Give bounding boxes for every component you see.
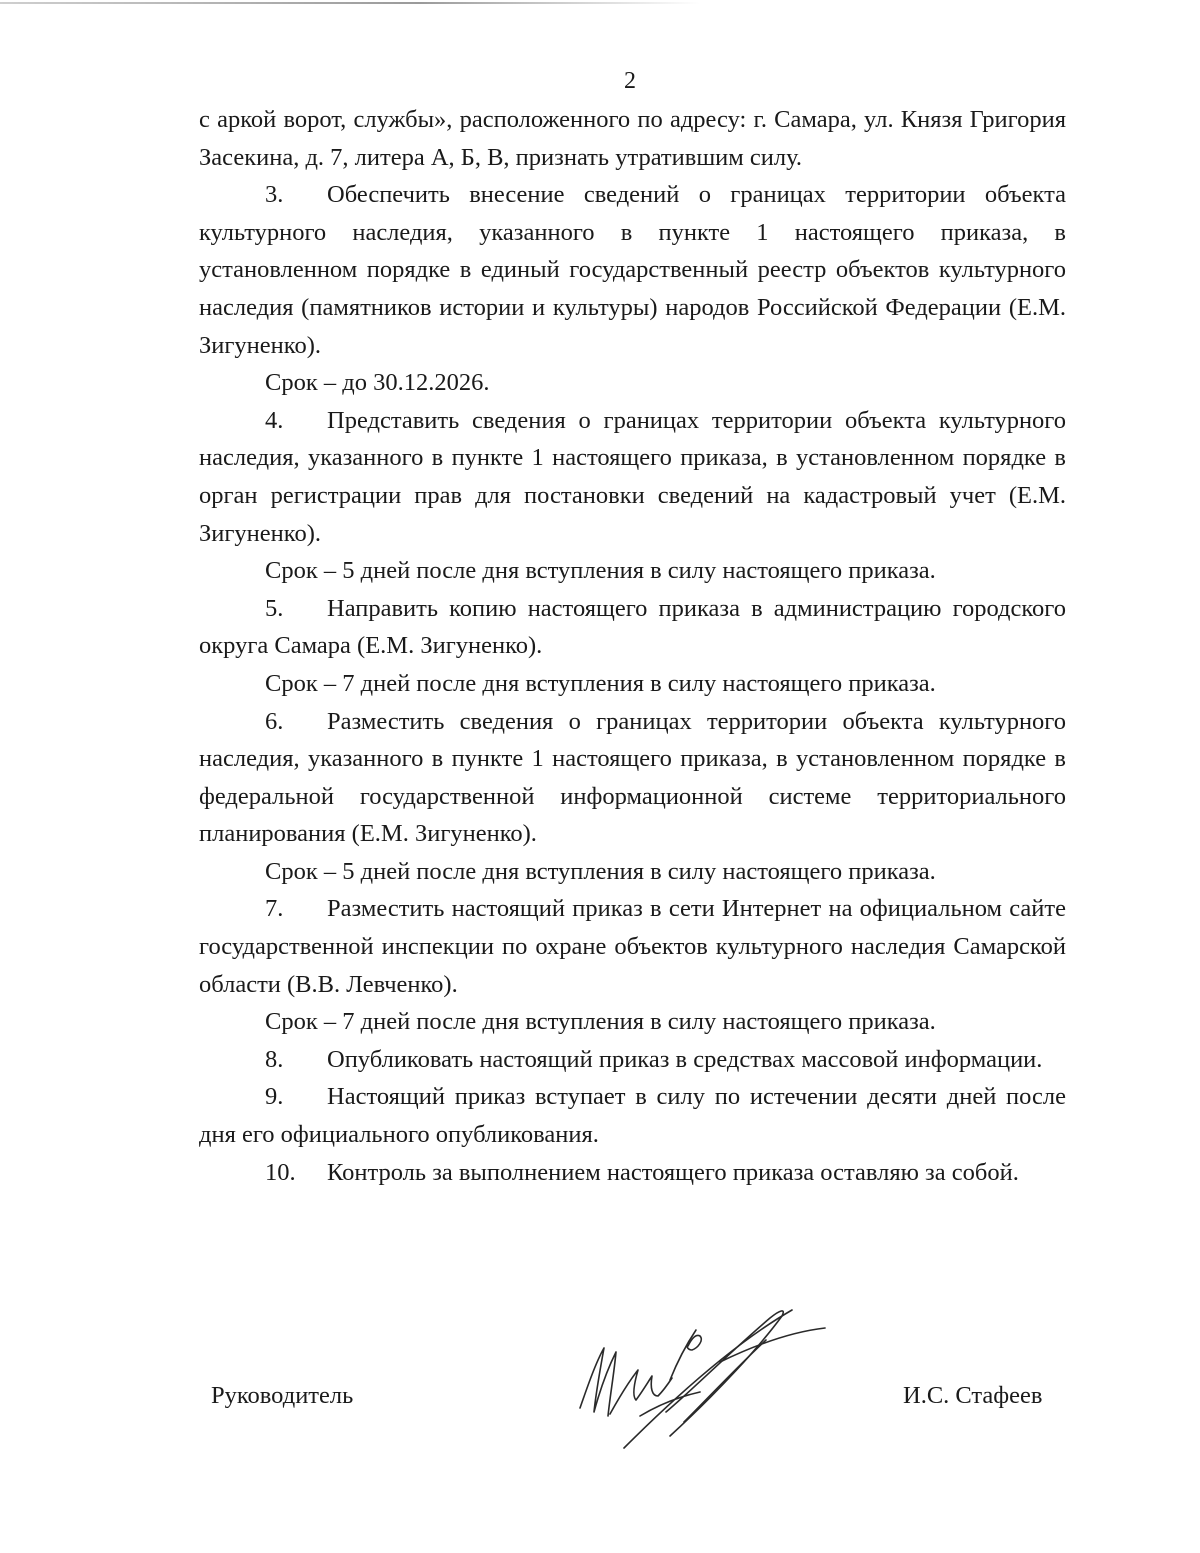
deadline-text: Срок – 7 дней после дня вступления в силу настоящего приказа. (265, 1008, 936, 1036)
paragraph-4 (199, 402, 1066, 552)
paragraph-text: Опубликовать настоящий приказ в средствах массовой информации. (327, 1045, 1043, 1073)
signer-position: Руководитель (211, 1382, 354, 1409)
paragraph-5 (199, 590, 1066, 665)
deadline-3 (199, 364, 1066, 402)
paragraph-number: 3. (265, 181, 284, 209)
handwritten-signature (570, 1300, 840, 1450)
paragraph-text: Разместить сведения о границах территории объекта культурного наследия, указанного в пункте 1 настоящего приказа, в установленном порядке в федеральной государственной информационной системе территориального планирования (Е.М. Зигуненко). (199, 707, 1066, 848)
paragraph-7 (199, 890, 1066, 1003)
page-number: 2 (624, 68, 636, 94)
paragraph-3 (199, 176, 1066, 364)
paragraph-10 (199, 1154, 1066, 1192)
paragraph-8 (199, 1041, 1066, 1079)
deadline-text: Срок – 5 дней после дня вступления в силу настоящего приказа. (265, 857, 936, 885)
deadline-7 (199, 1003, 1066, 1041)
deadline-6 (199, 853, 1066, 891)
paragraph-9 (199, 1078, 1066, 1153)
paragraph-number: 5. (265, 594, 284, 622)
paragraph-text: Направить копию настоящего приказа в администрацию городского округа Самара (Е.М. Зигуненко). (199, 594, 1066, 660)
deadline-text: Срок – до 30.12.2026. (265, 369, 490, 397)
paragraph-text: Настоящий приказ вступает в силу по истечении десяти дней после дня его официального опубликования. (199, 1083, 1066, 1149)
deadline-5 (199, 665, 1066, 703)
paragraph-text: с аркой ворот, службы», расположенного по адресу: г. Самара, ул. Князя Григория Засекина, д. 7, литера А, Б, В, признать утратившим силу. (199, 106, 1066, 171)
deadline-4 (199, 552, 1066, 590)
paragraph-text: Обеспечить внесение сведений о границах территории объекта культурного наследия, указанного в пункте 1 настоящего приказа, в установленном порядке в единый государственный реестр объектов культурного наследия (памятников истории и культуры) народов Российской Федерации (Е.М. Зигуненко). (199, 181, 1066, 359)
deadline-text: Срок – 5 дней после дня вступления в силу настоящего приказа. (265, 557, 936, 585)
deadline-text: Срок – 7 дней после дня вступления в силу настоящего приказа. (265, 669, 936, 697)
paragraph-number: 4. (265, 406, 284, 434)
signer-name: И.С. Стафеев (903, 1382, 1043, 1409)
paragraph-text: Контроль за выполнением настоящего приказа оставляю за собой. (327, 1158, 1019, 1186)
paragraph-number: 9. (265, 1083, 284, 1111)
paragraph-number: 10. (265, 1158, 296, 1186)
paragraph-number: 6. (265, 707, 284, 735)
signature-block (0, 1300, 1200, 1460)
paragraph-text: Разместить настоящий приказ в сети Интернет на официальном сайте государственной инспекции по охране объектов культурного наследия Самарской области (В.В. Левченко). (199, 895, 1066, 998)
paragraph-2-continuation (199, 101, 1066, 176)
document-body (199, 101, 1066, 1191)
paragraph-6 (199, 703, 1066, 853)
scan-edge-line (0, 2, 700, 4)
paragraph-text: Представить сведения о границах территории объекта культурного наследия, указанного в пункте 1 настоящего приказа, в установленном порядке в орган регистрации прав для постановки сведений на кадастровый учет (Е.М. Зигуненко). (199, 406, 1066, 547)
paragraph-number: 7. (265, 895, 284, 923)
paragraph-number: 8. (265, 1045, 284, 1073)
